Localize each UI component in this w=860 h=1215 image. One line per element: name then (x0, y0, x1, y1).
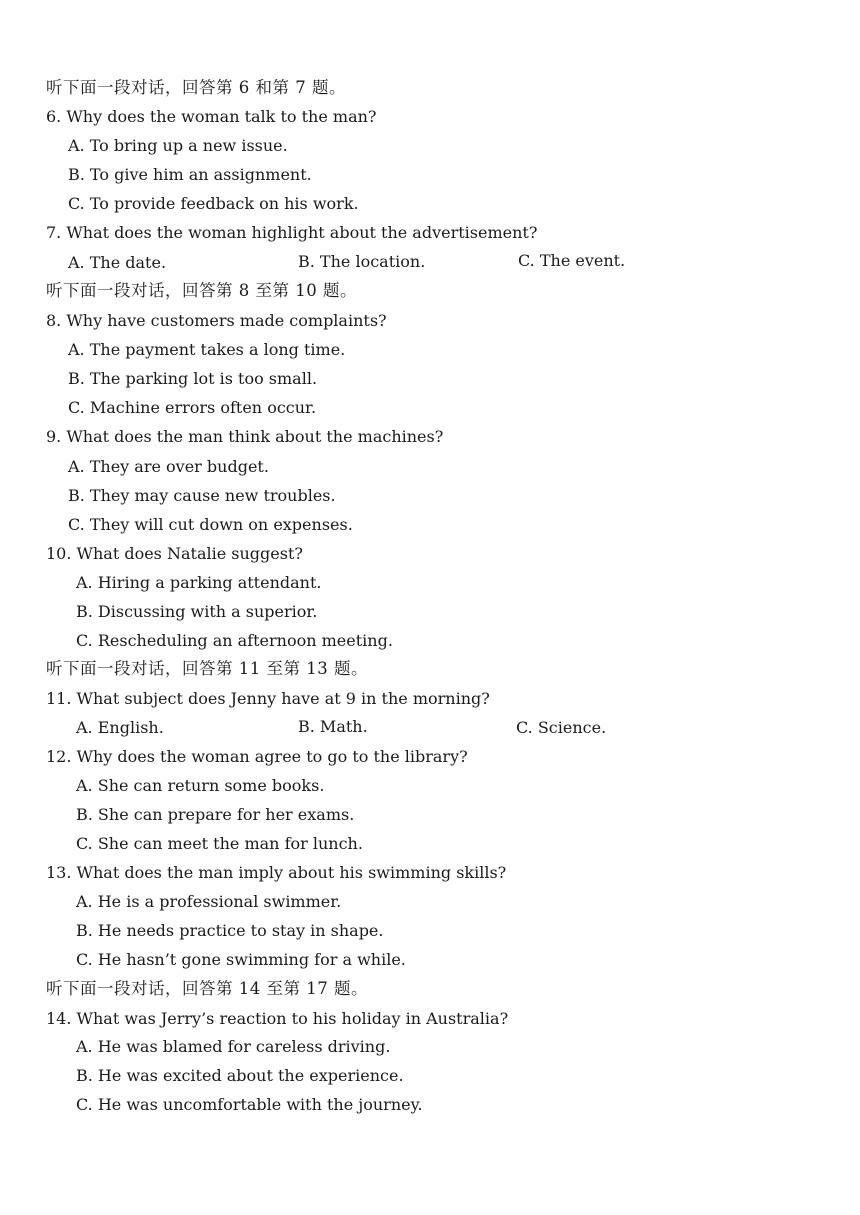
option: A. They are over budget. (68, 457, 269, 476)
option: C. To provide feedback on his work. (68, 194, 359, 213)
question-stem: 6. Why does the woman talk to the man? (46, 107, 377, 126)
option: B. He was excited about the experience. (76, 1066, 404, 1085)
option: A. Hiring a parking attendant. (76, 573, 322, 592)
option: C. He was uncomfortable with the journey. (76, 1095, 423, 1114)
section-heading: 听下面一段对话，回答第 14 至第 17 题。 (46, 979, 368, 998)
option: C. Machine errors often occur. (68, 398, 317, 417)
section-heading: 听下面一段对话，回答第 6 和第 7 题。 (46, 78, 346, 97)
option: B. The parking lot is too small. (68, 369, 318, 388)
question-stem: 10. What does Natalie suggest? (46, 544, 303, 563)
option: A. He is a professional swimmer. (76, 892, 342, 911)
option: A. He was blamed for careless driving. (76, 1037, 391, 1056)
section-heading: 听下面一段对话，回答第 11 至第 13 题。 (46, 659, 368, 678)
option: B. They may cause new troubles. (68, 486, 336, 505)
question-stem: 14. What was Jerry’s reaction to his holiday in Australia? (46, 1009, 509, 1028)
option: A. English. (76, 718, 164, 737)
option: B. Math. (298, 717, 368, 736)
option: C. Rescheduling an afternoon meeting. (76, 631, 393, 650)
option: B. To give him an assignment. (68, 165, 312, 184)
option: C. She can meet the man for lunch. (76, 834, 363, 853)
question-stem: 8. Why have customers made complaints? (46, 311, 387, 330)
option: B. The location. (298, 252, 426, 271)
section-heading: 听下面一段对话，回答第 8 至第 10 题。 (46, 281, 357, 300)
option: A. The payment takes a long time. (68, 340, 346, 359)
option: A. The date. (68, 253, 167, 272)
question-stem: 13. What does the man imply about his swimming skills? (46, 863, 507, 882)
option: C. The event. (518, 251, 626, 270)
question-stem: 12. Why does the woman agree to go to the library? (46, 747, 468, 766)
option: C. He hasn’t gone swimming for a while. (76, 950, 406, 969)
question-stem: 9. What does the man think about the machines? (46, 427, 444, 446)
option: B. Discussing with a superior. (76, 602, 318, 621)
option: B. She can prepare for her exams. (76, 805, 355, 824)
option: A. She can return some books. (76, 776, 325, 795)
option: B. He needs practice to stay in shape. (76, 921, 384, 940)
option: C. Science. (516, 718, 607, 737)
question-stem: 7. What does the woman highlight about the advertisement? (46, 223, 538, 242)
option: A. To bring up a new issue. (68, 136, 288, 155)
question-stem: 11. What subject does Jenny have at 9 in the morning? (46, 689, 490, 708)
option: C. They will cut down on expenses. (68, 515, 353, 534)
